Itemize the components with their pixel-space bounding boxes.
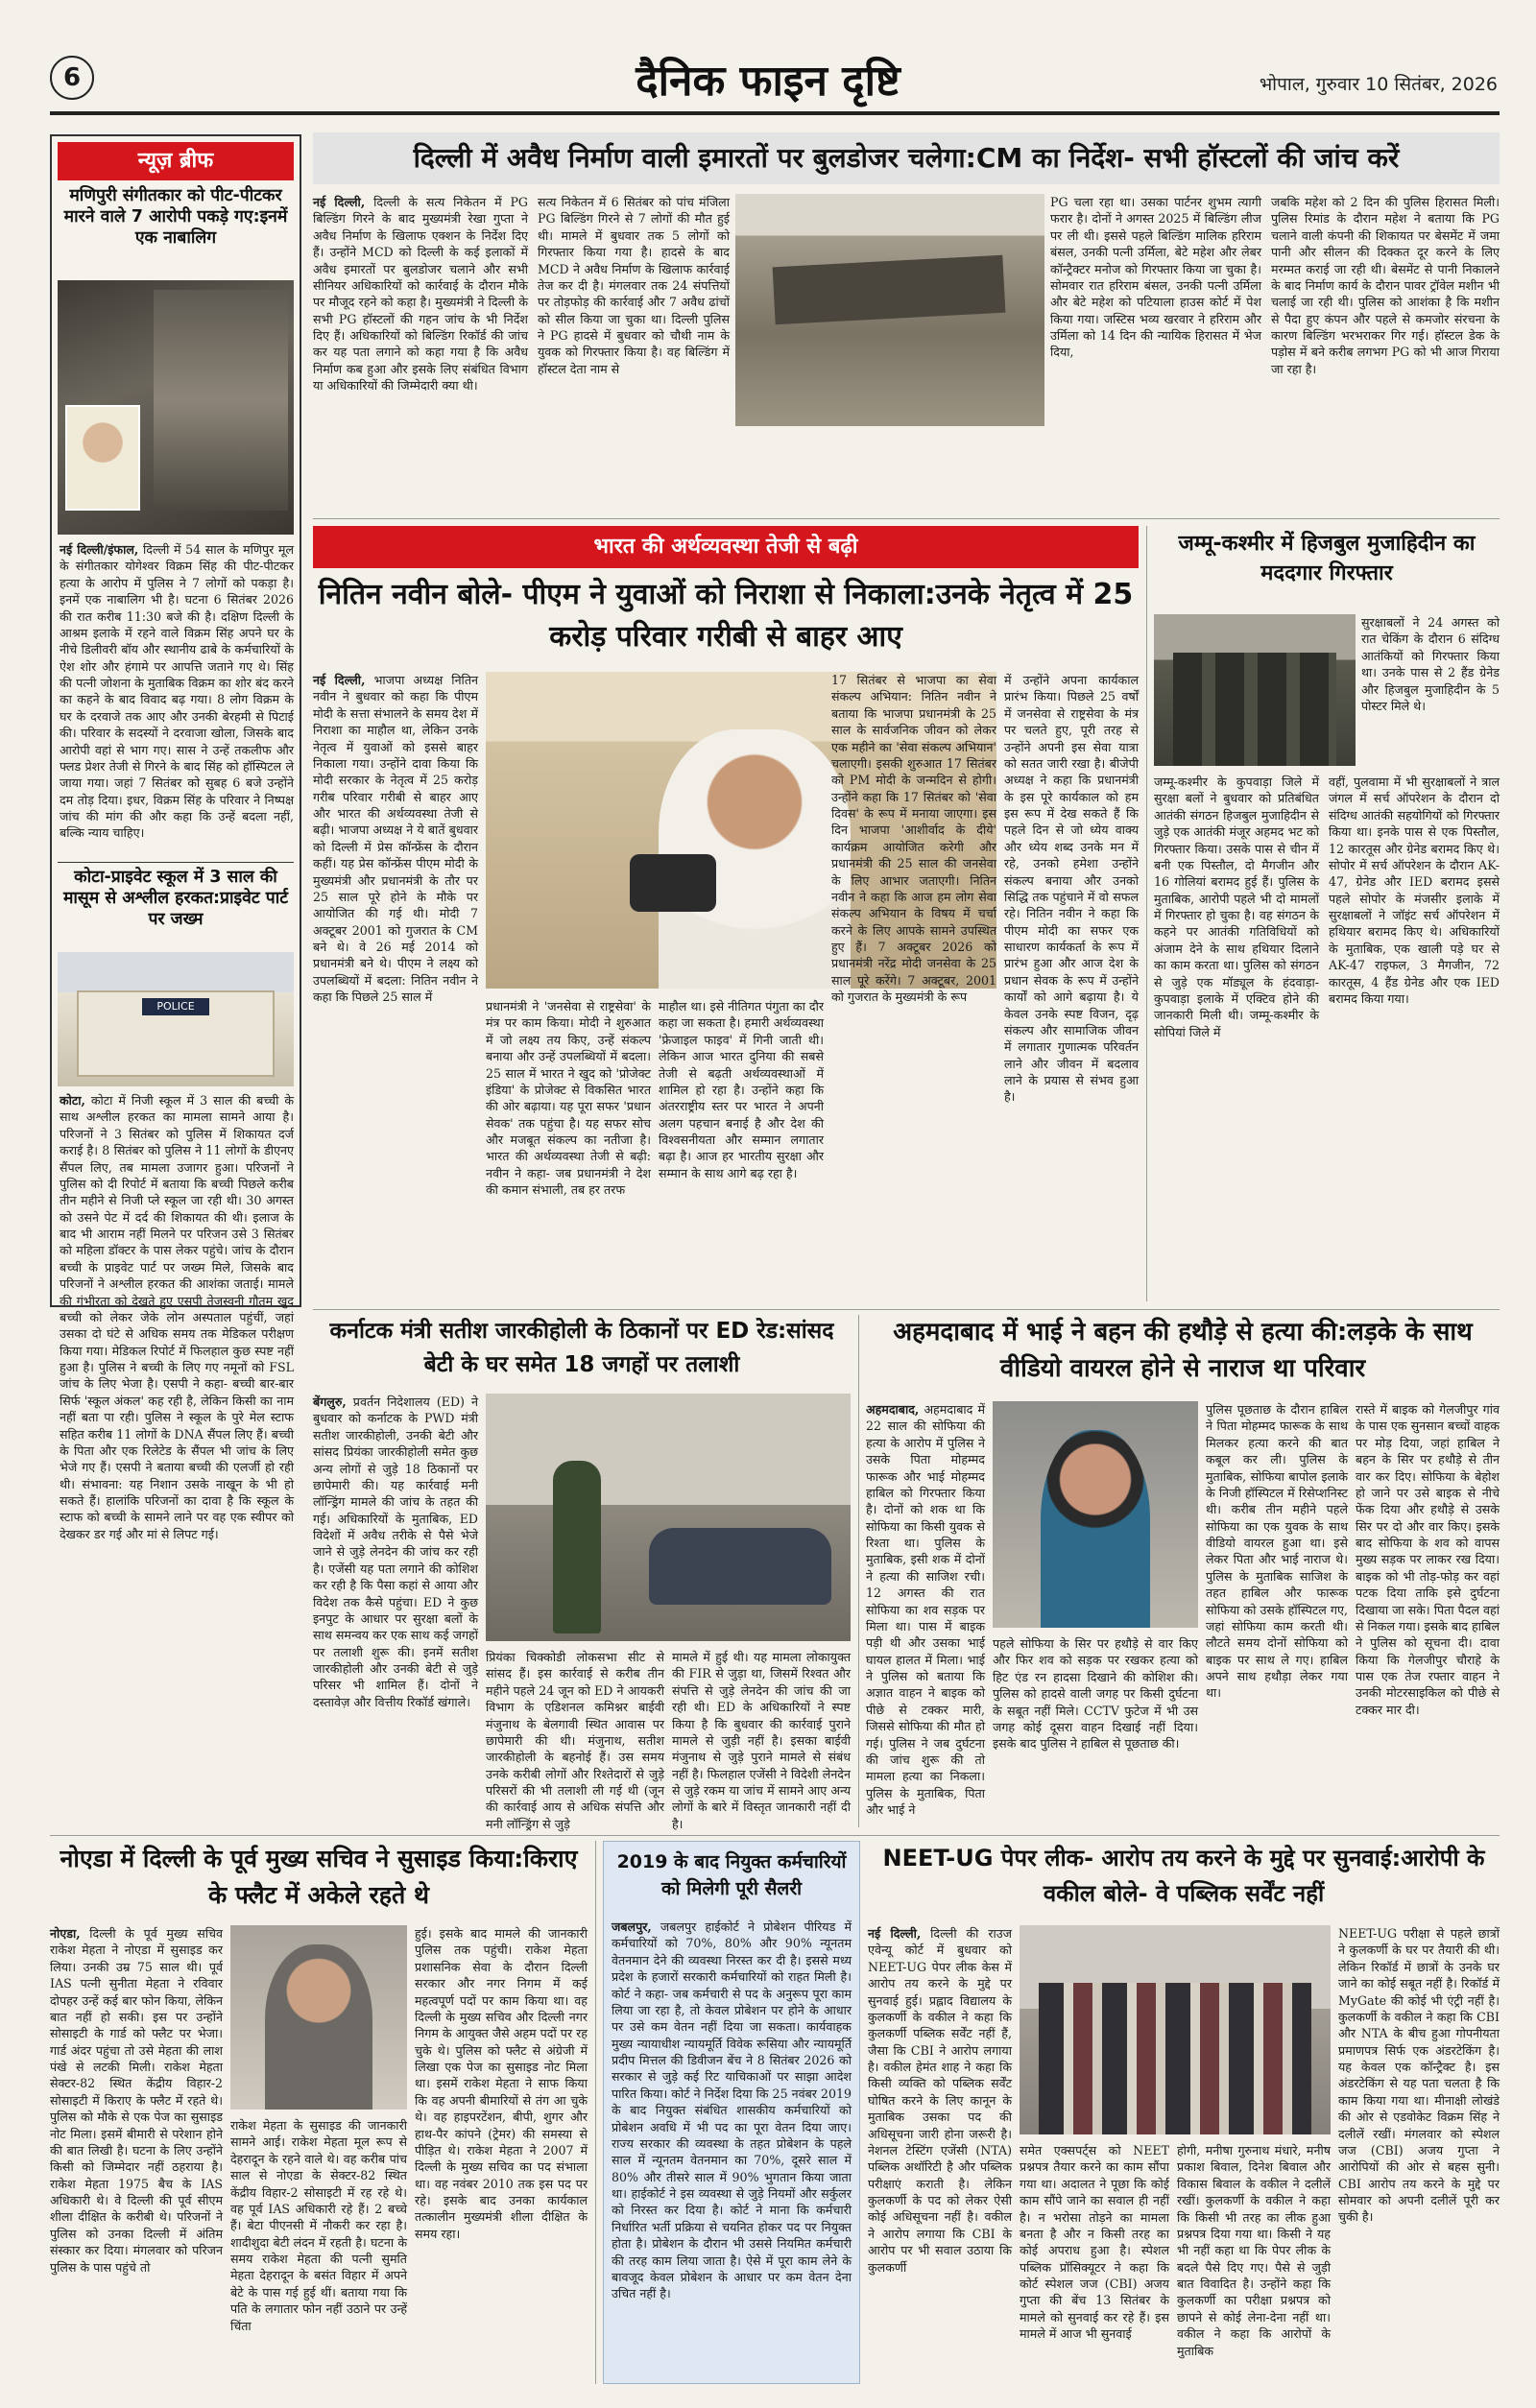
news-brief-label: न्यूज़ ब्रीफ — [58, 142, 294, 180]
news-brief-sidebar — [50, 134, 301, 1541]
victim-portrait — [1041, 1430, 1150, 1628]
economy-col4: 17 सितंबर से भाजपा का सेवा संकल्प अभियान: नितिन नवीन ने बताया कि भाजपा प्रधानमंत्री के 25 साल के सार्वजनिक जीवन को लेकर एक महीने का 'सेवा संकल्प अभियान' चलाएगी। इसकी शुरुआत 17 सितंबर को PM मोदी के जन्मदिन से होगी। उन्होंने कहा कि 17 सितंबर को 'सेवा दिवस' के रूप में मनाया जाएगा। इस दिन भाजपा 'आशीर्वाद के दीये' कार्यक्रम आयोजित करेगी और प्रधानमंत्री की 25 साल की जनसेवा के लिए आभार जताएगी। नितिन नवीन ने कहा कि आज हम लोग सेवा संकल्प अभियान के विषय में चर्चा करने के लिए आपके सामने उपस्थित हुए हैं। 7 अक्टूबर 2026 को प्रधानमंत्री नरेंद्र मोदी जनसेवा के 25 साल पूरे करेंगे। 7 अक्टूबर, 2001 को गुजरात के मुख्यमंत्री के रूप — [831, 673, 996, 1005]
noida-headline: नोएडा में दिल्ली के पूर्व मुख्य सचिव ने सुसाइड किया:किराए के फ्लैट में अकेले रहते थे — [60, 1845, 578, 1909]
noida-col3: हुई। इसके बाद मामले की जानकारी पुलिस तक पहुंची। राकेश मेहता प्रशासनिक सेवा के दौरान दिल्ली सरकार और नगर निगम में कई महत्वपूर्ण पदों पर काम किया था। वह दिल्ली के मुख्य सचिव और दिल्ली नगर निगम के आयुक्त जैसे अहम पदों पर रह चुके थे। पुलिस को फ्लैट से अंग्रेजी में लिखा एक पेज का सुसाइड नोट मिला था। इसमें राकेश मेहता ने साफ किया कि वह अपनी बीमारियों से तंग आ चुके थे। वह हाइपरटेंशन, बीपी, शुगर और हाथ-पैर कांपने (ट्रेमर) की समस्या से पीड़ित थे। राकेश मेहता ने 2007 में दिल्ली के मुख्य सचिव का पद संभाला था। वह नवंबर 2010 तक इस पद पर रहे। इसके बाद उनका कार्यकाल तत्कालीन मुख्यमंत्री शीला दीक्षित के समय रहा। — [415, 1926, 588, 2241]
noida-col2: राकेश मेहता के सुसाइड की जानकारी सामने आई। राकेश मेहता मूल रूप से देहरादून के रहने वाले थे। वह करीब पांच साल से नोएडा के सेक्टर-82 स्थित केंद्रीय विहार-2 सोसाइटी में रह रहे थे। वह पूर्व IAS अधिकारी रहे हैं। 2 बच्चे हैं। बेटा पीएनसी में नौकरी कर रहा है। शादीशुदा बेटी लंदन में रहती है। घटना के समय राकेश मेहता की पत्नी सुमति मेहता देहरादून के बसंत विहार में अपने बेटे के पास गई हुई थीं। बताया गया कि पति के लगातार फोन नहीं उठाने पर उन्हें चिंता — [230, 2118, 407, 2333]
jk-col-right: सुरक्षाबलों ने 24 अगस्त को रात चेकिंग के दौरान 6 संदिग्ध आतंकियों को गिरफ्तार किया था। उनके पास से 2 हैंड ग्रेनेड और हिजबुल मुजाहिदीन के 5 पोस्टर मिले थे। — [1361, 615, 1500, 713]
economy-right-rule — [1146, 526, 1147, 1301]
lead-bottom-rule — [313, 518, 1500, 519]
brief1-photo — [58, 280, 294, 535]
police-sign: POLICE — [142, 998, 209, 1015]
ahmedabad-headline: अहमदाबाद में भाई ने बहन की हथौड़े से हत्या की:लड़के के साथ वीडियो वायरल होने से नाराज था परिवार — [893, 1318, 1473, 1383]
soldier-silhouettes — [1173, 653, 1336, 766]
page-number: 6 — [50, 56, 94, 100]
lower-rule — [50, 1835, 1500, 1836]
lead-photo-collapsed-building — [735, 194, 1044, 426]
masthead — [0, 0, 1536, 123]
economy-col5: में उन्होंने अपना कार्यकाल प्रारंभ किया। पिछले 25 वर्षों में जनसेवा से राष्ट्रसेवा के मंत्र पर चलते हुए, पूरी तरह से उन्होंने अपनी इस सेवा यात्रा को सतत जारी रखा है। बीजेपी अध्यक्ष ने कहा कि प्रधानमंत्री के इस पूरे कार्यकाल को हम इस रूप में देख सकते हैं कि पहले दिन से जो ध्येय वाक्य और ध्येय शब्द उनके मन में रहे, उनको हमेशा उन्होंने संकल्प बनाया और उनको सिद्धि तक पहुंचाने में वो सफल रहे। नितिन नवीन ने कहा कि पीएम मोदी का सफर एक साधारण कार्यकर्ता के रूप में प्रारंभ हुआ और आज देश के प्रधान सेवक के रूप में उन्होंने कार्यों को आगे बढ़ाया है। ये केवल उनके स्पष्ट विजन, दृढ़ संकल्प और सामाजिक जीवन में लगातार गुणात्मक परिवर्तन लाने और जीवन में बदलाव लाने के प्रयास से संभव हुआ है। — [1004, 673, 1139, 1105]
crowd-figures — [1039, 1983, 1311, 2134]
lead-col3: PG चला रहा था। उसका पार्टनर शुभम त्यागी फरार है। दोनों ने अगस्त 2025 में बिल्डिंग लीज पर ली थी। इससे पहले बिल्डिंग मालिक हरिराम बंसल, उनकी पत्नी उर्मिला, बेटे महेश और लेबर कॉन्ट्रैक्टर मनोज को गिरफ्तार किया जा चुका है। सोमवार रात हरिराम बंसल, उनकी पत्नी उर्मिला और बेटे महेश को पटियाला हाउस कोर्ट में पेश किया गया। जस्टिस भव्य खरवार ने हरिराम और उर्मिला को 14 दिन की न्यायिक हिरासत में भेज दिया, — [1050, 195, 1261, 360]
jk-col1: जम्मू-कश्मीर के कुपवाड़ा जिले में सुरक्षा बलों ने बुधवार को प्रतिबंधित आतंकी संगठन हिजबुल मुजाहिदीन से जुड़े एक आतंकी मंजूर अहमद भट को गिरफ्तार किया। उसके पास से चीन में बनी एक पिस्तौल, दो मैगजीन और 16 गोलियां बरामद हुई हैं। पुलिस के मुताबिक, आरोपी पहले भी दो मामलों में गिरफ्तार हो चुका है। वह संगठन के कहने पर आतंकी गतिविधियों को अंजाम देने के साथ हथियार दिलाने का काम करता था। पुलिस को संगठन से जुड़े एक मॉड्यूल के हंदवाड़ा-कुपवाड़ा इलाके में एक्टिव होने की जानकारी मिली थी। जम्मू-कश्मीर के सोपियां जिले में — [1154, 775, 1319, 1039]
lead-col1: नई दिल्ली, दिल्ली के सत्य निकेतन में PG बिल्डिंग गिरने के बाद मुख्यमंत्री रेखा गुप्ता ने अवैध निर्माण के खिलाफ एक्शन के निर्देश दिए हैं। उन्होंने MCD को दिल्ली के कई इलाकों में अवैध इमारतों पर बुलडोजर चलाने और सभी सीनियर अधिकारियों को कार्रवाई के दौरान मौके पर मौजूद रहने को कहा है। मुख्यमंत्री ने दिल्ली के सभी PG हॉस्टलों की गहन जांच के भी निर्देश दिए हैं। अधिकारियों को बिल्डिंग रिकॉर्ड की जांच कर यह पता लगाने को कहा गया है कि अवैध निर्माण कब हुआ और इसके लिए संबंधित विभाग या अधिकारियों की जिम्मेदारी क्या थी। — [313, 195, 528, 393]
economy-headline: नितिन नवीन बोले- पीएम ने युवाओं को निराशा से निकाला:उनके नेतृत्व में 25 करोड़ परिवार गरीबी से बाहर आए — [318, 578, 1134, 654]
jk-headline: जम्मू-कश्मीर में हिजबुल मुजाहिदीन का मददगार गिरफ्तार — [1178, 532, 1476, 585]
brief1-headline: मणिपुरी संगीतकार को पीट-पीटकर मारने वाले 7 आरोपी पकड़े गए:इनमें एक नाबालिग — [63, 186, 288, 248]
economy-col2: प्रधानमंत्री ने 'जनसेवा से राष्ट्रसेवा' के मंत्र पर काम किया। मोदी ने शुरुआत में जो लक्ष्य तय किए, उन्हें संकल्प बनाया और उन्हें उपलब्धियों में बदला। 25 साल में भारत ने खुद को 'प्रोजेक्ट इंडिया' के प्रोजेक्ट से विकसित भारत की ओर बढ़ाया। यह पूरा सफर 'प्रधान सेवक' तक पहुंचा है। यह सफर सोच और मजबूत संकल्प का नतीजा है। भारत की अर्थव्यवस्था तेजी से बढ़ी: नवीन ने कहा- जब प्रधानमंत्री ने देश की कमान संभाली, तब हर तरफ — [486, 999, 651, 1198]
lead-headline: दिल्ली में अवैध निर्माण वाली इमारतों पर बुलडोजर चलेगा:CM का निर्देश- सभी हॉस्टलों की जांच करें — [313, 132, 1500, 184]
noida-photo-portrait — [230, 1925, 407, 2110]
lead-col2: सत्य निकेतन में 6 सितंबर को पांच मंजिला PG बिल्डिंग गिरने से 7 लोगों की मौत हुई थी। मामले में बुधवार तक 5 लोगों को गिरफ्तार किया गया है। हादसे के बाद MCD ने अवैध निर्माण के खिलाफ कार्रवाई तेज कर दी है। मंगलवार तक 24 संपत्तियों पर तोड़फोड़ की कार्रवाई और 7 अवैध ढांचों को सील किया जा चुका था। दिल्ली पुलिस ने PG हादसे में बुधवार को चौथी नाम के युवक को गिरफ्तार किया है। वह बिल्डिंग में हॉस्टल देता नाम से — [538, 195, 730, 376]
dateline: भोपाल, गुरुवार 10 सितंबर, 2026 — [1259, 74, 1498, 95]
noida-right-rule — [595, 1841, 596, 2384]
neet-col4: NEET-UG परीक्षा से पहले छात्रों ने कुलकर्णी के घर पर तैयारी की थी। लेकिन रिकॉर्ड में छात्रों के उनके घर जाने का कोई सबूत नहीं है। रिकॉर्ड में MyGate की कोई भी एंट्री नहीं है। कुलकर्णी के वकील ने कहा कि CBI और NTA के बीच हुआ गोपनीयता प्रमाणपत्र सिर्फ एक अंडरटेकिंग है। यह केवल एक कॉन्ट्रैक्ट है। इस अंडरटेकिंग से यह पता चलता है कि काम किया गया था। मीनाक्षी लोखंडे की ओर से एडवोकेट विक्रम सिंह ने दलीलें रखीं। मंगलवार को स्पेशल जज (CBI) अजय गुप्ता ने आरोपियों की ओर से बहस सुनी। CBI आरोप तय करने के मुद्दे पर सोमवार को अपनी दलीलें पूरी कर चुकी है। — [1338, 1926, 1500, 2225]
employees-headline: 2019 के बाद नियुक्त कर्मचारियों को मिलेगी पूरी सैलरी — [616, 1851, 847, 1899]
brief-divider — [58, 862, 294, 863]
karnataka-col2: प्रियंका चिक्कोडी लोकसभा सीट से सांसद हैं। इस कार्रवाई से करीब तीन महीने पहले 24 जून को ED ने आयकरी विभाग के एडिशनल कमिश्नर बाईवी मंजुनाथ के बेलगावी स्थित आवास पर छापेमारी की थी। मंजुनाथ, सतीश जारकीहोली के बहनोई हैं। उस समय उनके करीबी लोगों और रिश्तेदारों से जुड़े परिसरों की भी तलाशी ली गई थी (जून की कार्रवाई आय से अधिक संपत्ति और मनी लॉन्ड्रिंग से जुड़े — [486, 1650, 664, 1831]
brief1-body: नई दिल्ली/इंफाल, दिल्ली में 54 साल के मणिपुर मूल के संगीतकार योगेश्वर विक्रम सिंह की पीट-पीटकर हत्या के आरोप में पुलिस ने 7 लोगों को पकड़ा है। इनमें एक नाबालिग भी है। घटना 6 सितंबर 2026 की रात करीब 11:30 बजे की है। दक्षिण दिल्ली के आश्रम इलाके में रहने वाले विक्रम सिंह अपने घर के नीचे डिलीवरी बॉय और स्थानीय ढाबे के कर्मचारियों के ऐश शोर और हंगामे पर आपत्ति जताने गए थे। सिंह की पत्नी जोशना के मुताबिक विक्रम का शोर बंद करने का कहने के बाद विवाद बढ़ गया। 8 लोग विक्रम के घर के दरवाजे तक आए और उनकी बेरहमी से पिटाई की। परिवार के सदस्यों ने दरवाजा खोला, जिसके बाद आरोपी वहां से भाग गए। सास ने उन्हें तकलीफ और फ्लड प्रेशर तेजी से गिरने के बाद सिंह को हॉस्पिटल ले जाया गया। जहां 7 सितंबर को सुबह 6 बजे उन्होंने दम तोड़ दिया। इधर, विक्रम सिंह के परिवार ने निष्पक्ष जांच की मांग की और कहा कि उन्हें बदला नहीं, बल्कि न्याय चाहिए। — [60, 542, 294, 841]
ahmedabad-col2: पहले सोफिया के सिर पर हथौड़े से वार किए और फिर शव को सड़क पर रखकर हत्या को हिट एंड रन हादसा दिखाने की कोशिश की। पुलिस को हादसे वाली जगह पर किसी दुर्घटना के सबूत नहीं मिले। CCTV फुटेज में भी उस जगह कोई दूसरा वाहन दिखाई नहीं दिया। इसके बाद पुलिस ने हाबिल से पूछताछ की। — [993, 1636, 1198, 1752]
economy-kicker: भारत की अर्थव्यवस्था तेजी से बढ़ी — [313, 526, 1139, 568]
neet-photo-court — [1020, 1925, 1331, 2134]
economy-col1: नई दिल्ली, भाजपा अध्यक्ष नितिन नवीन ने बुधवार को कहा कि पीएम मोदी के सत्ता संभालने के समय देश में निराशा का माहौल था, लेकिन उनके नेतृत्व में युवाओं को इससे बाहर निकाला गया। उन्होंने दावा किया कि मोदी सरकार के नेतृत्व में 25 करोड़ गरीब परिवार गरीबी से बाहर आए और भारत की अर्थव्यवस्था तेजी से बढ़ी। भाजपा अध्यक्ष ने ये बातें बुधवार को दिल्ली में प्रेस कॉन्फ्रेंस के दौरान कहीं। यह प्रेस कॉन्फ्रेंस पीएम मोदी के मुख्यमंत्री और प्रधानमंत्री के तौर पर 25 साल पूरे होने के मौके पर आयोजित की गई थी। मोदी 7 अक्टूबर 2001 को गुजरात के CM बने थे। वे 26 मई 2014 को प्रधानमंत्री बने थे। पीएम ने लक्ष्य को उपलब्धियों में बदला: नितिन नवीन ने कहा कि पिछले 25 साल में — [313, 673, 478, 1005]
parked-car — [649, 1528, 831, 1605]
ahmedabad-photo-victim — [993, 1401, 1198, 1628]
karnataka-col3: मामले में हुई थी। यह मामला लोकायुक्त की FIR से जुड़ा था, जिसमें रिश्वत और संपत्ति से जुड़े लेनदेन की जांच की जा रही थी। ED के अधिकारियों ने स्पष्ट किया है कि बुधवार की कार्रवाई पुराने मामले से जुड़ी नहीं है। इसका बाईवी मंजुनाथ से जुड़े पुराने मामले से संबंध नहीं है। फिलहाल एजेंसी ने विदेशी लेनदेन से जुड़े रकम या जांच में सामने आए अन्य लोगों के बारे में विस्तृत जानकारी नहीं दी है। — [672, 1650, 851, 1831]
noida-col1: नोएडा, दिल्ली के पूर्व मुख्य सचिव राकेश मेहता ने नोएडा में सुसाइड कर लिया। उनकी उम्र 75 साल थी। पूर्व IAS पत्नी सुनीता मेहता ने रविवार दोपहर उन्हें कई बार फोन किया, लेकिन बात नहीं हो सकी। इस पर उन्होंने सोसाइटी के गार्ड को फ्लैट पर भेजा। गार्ड अंदर पहुंचा तो उसे मेहता की लाश पंखे से लटकी मिली। राकेश मेहता सेक्टर-82 स्थित केंद्रीय विहार-2 सोसाइटी में किराए के फ्लैट में रहते थे। पुलिस को मौके से एक पेज का सुसाइड नोट मिला। इसमें बीमारी से परेशान होने की बात लिखी है। घटना के लिए उन्होंने किसी को जिम्मेदार नहीं ठहराया है। राकेश मेहता 1975 बैच के IAS अधिकारी थे। वे दिल्ली की पूर्व सीएम शीला दीक्षित के करीबी थे। परिजनों ने पुलिस को उनका दिल्ली में अंतिम संस्कार कर दिया। मंगलवार को परिजन पुलिस के पास पहुंचे तो — [50, 1926, 223, 2275]
brief2-photo — [58, 952, 294, 1086]
ahmedabad-col4: रास्ते में बाइक को गेलजीपुर गांव के पास एक सुनसान बच्चों वाहक पर मोड़ दिया, जहां हाबिल ने बहन के सिर पर हथौड़े से तीन वार कर दिए। सोफिया के बेहोश हो जाने पर उसे बाइक से नीचे फेंक दिया और हथौड़े से उसके सिर पर दो और वार किए। इसके बाद सोफिया के शव को वापस मुख्य सड़क पर लाकर रख दिया। बाइक को भी तोड़-फोड़ कर वहां पटक दिया ताकि इसे दुर्घटना दिखाया जा सके। पिता पैदल वहां से निकल गया। इसके बाद हाबिल ने पुलिस को सूचना दी। दावा किया कि गेलजीपुर चौराहे के पास एक तेज रफ्तार वाहन ने उनकी मोटरसाइकिल को पीछे से टक्कर मार दी। — [1356, 1402, 1500, 1717]
jk-photo-soldiers — [1154, 614, 1356, 766]
lead-col4: जबकि महेश को 2 दिन की पुलिस हिरासत मिली। पुलिस रिमांड के दौरान महेश ने बताया कि PG चलाने वाली कंपनी की शिकायत पर बेसमेंट में जमा पानी और सीलन की दिक्कत दूर करने के लिए मरम्मत कराई जा रही थी। बेसमेंट से पानी निकालने के बाद निर्माण कार्य के दौरान पावर ट्रॉवेल मशीन भी चलाई जा रही थी। पुलिस को आशंका है कि मशीन से पैदा हुए कंपन और पहले से कमजोर संरचना के कारण बिल्डिंग भरभराकर गिर गई। हॉस्टल डेक के पड़ोस में बने करीब लगभग PG को भी आज गिराया जा रहा है। — [1271, 195, 1500, 376]
employees-box — [603, 1841, 860, 2384]
brief1-cctv-frame — [154, 290, 288, 511]
official-portrait — [265, 1944, 372, 2110]
neet-headline: NEET-UG पेपर लीक- आरोप तय करने के मुद्दे पर सुनवाई:आरोपी के वकील बोले- वे पब्लिक सर्वेंट नहीं — [882, 1845, 1485, 1908]
employees-body: जबलपुर, जबलपुर हाईकोर्ट ने प्रोबेशन पीरियड में कर्मचारियों को 70%, 80% और 90% न्यूनतम वेतनमान देने की व्यवस्था निरस्त कर दी है। इससे मध्य प्रदेश के हजारों सरकारी कर्मचारियों को राहत मिली है। कोर्ट ने कहा- जब कर्मचारी से पद के अनुरूप पूरा काम लिया जा रहा है, तो केवल प्रोबेशन पर होने के आधार पर उसे कम वेतन नहीं दिया जा सकता। कार्यवाहक मुख्य न्यायाधीश न्यायमूर्ति विवेक रूसिया और न्यायमूर्ति प्रदीप मित्तल की डिवीजन बेंच ने 8 सितंबर 2026 को सरकार से जुड़े कई रिट याचिकाओं पर साझा आदेश पारित किया। कोर्ट ने निर्देश दिया कि 25 नवंबर 2019 के बाद नियुक्त संबंधित शासकीय कर्मचारियों को प्रोबेशन अवधि में भी पद का पूरा वेतन दिया जाए। राज्य सरकार की व्यवस्था के तहत प्रोबेशन के पहले साल में न्यूनतम वेतनमान का 70%, दूसरे साल में 80% और तीसरे साल में 90% भुगतान किया जाता था। हाईकोर्ट ने इस व्यवस्था से जुड़े नियमों और सर्कुलर को निरस्त कर दिया है। कोर्ट ने माना कि कर्मचारी निर्धारित भर्ती प्रक्रिया से चयनित होकर पद पर नियुक्त होता है। प्रोबेशन के दौरान भी उससे नियमित कर्मचारी की तरह काम लिया जाता है। ऐसे में पूरा काम लेने के बावजूद केवल प्रोबेशन के आधार पर कम वेतन देना उचित नहीं है। — [612, 1919, 852, 2301]
brief1-inset-portrait — [65, 405, 140, 511]
masthead-rule — [50, 111, 1500, 115]
neet-col2: समेत एक्सपर्ट्स को NEET प्रश्नपत्र तैयार करने का काम सौंपा गया था। अदालत ने पूछा कि कोई काम सौंपे जाने का सवाल ही नहीं है। न भरोसा तोड़ने का मामला बनता है और न किसी तरह का कोई अपराध हुआ है। स्पेशल पब्लिक प्रॉसिक्यूटर ने कहा कि कोर्ट स्पेशल जज (CBI) अजय गुप्ता की बेंच 13 सितंबर के मामले को सुनवाई कर रहे हैं। इस मामले में आज भी सुनवाई — [1020, 2143, 1169, 2342]
jk-col2: वहीं, पुलवामा में भी सुरक्षाबलों ने त्राल जंगल में सर्च ऑपरेशन के दौरान दो संदिग्ध आतंकी सहयोगियों को गिरफ्तार किया था। इनके पास से एक पिस्तौल, 12 कारतूस और ग्रेनेड बरामद किए थे। सोपोर में सर्च ऑपरेशन के दौरान AK-47, ग्रेनेड और IED बरामद इससे पहले सोपोर के मंजसीर इलाके में सुरक्षाबलों ने जॉइंट सर्च ऑपरेशन में हथियार बरामद किए थे। अधिकारियों के मुताबिक, एक खाली पड़े घर से AK-47 राइफल, 3 मैगजीन, 72 कारतूस, 4 हैंड ग्रेनेड और एक IED बरामद किया गया। — [1329, 775, 1500, 1006]
brief2-headline: कोटा-प्राइवेट स्कूल में 3 साल की मासूम से अश्लील हरकत:प्राइवेट पार्ट पर जख्म — [62, 868, 289, 929]
karnataka-right-rule — [858, 1315, 859, 1827]
karnataka-photo-raid — [486, 1394, 851, 1641]
neet-col1: नई दिल्ली, दिल्ली की राउज एवेन्यू कोर्ट में बुधवार को NEET-UG पेपर लीक केस में आरोप तय करने के मुद्दे पर सुनवाई हुई। प्रह्लाद विद्यालय के कुलकर्णी के वकील ने कहा कि कुलकर्णी पब्लिक सर्वेंट नहीं हैं, जैसा कि CBI ने आरोप लगाया है। वकील हेमंत शाह ने कहा कि किसी व्यक्ति को पब्लिक सर्वेंट घोषित करने के लिए कानून के मुताबिक उसका पद की अधिसूचना जारी होना जरूरी है। नेशनल टेस्टिंग एजेंसी (NTA) पब्लिक अथॉरिटी है और पब्लिक परीक्षाएं कराती है। लेकिन कुलकर्णी के पद को लेकर ऐसी कोई अधिसूचना नहीं है। वकील ने आरोप लगाया कि CBI के आरोप पर भी सवाल उठाया कि कुलकर्णी — [868, 1926, 1012, 2275]
paper-name: दैनिक फाइन दृष्टि — [636, 57, 900, 106]
economy-col3: माहौल था। इसे नीतिगत पंगुता का दौर कहा जा सकता है। हमारी अर्थव्यवस्था 'फ्रेजाइल फाइव' में गिनी जाती थी। लेकिन आज भारत दुनिया की सबसे तेजी से बढ़ती अर्थव्यवस्थाओं में शामिल हो रहा है। उन्होंने कहा कि अंतरराष्ट्रीय स्तर पर भारत ने अपनी अलग पहचान बनाई है और देश की विश्वसनीयता और सम्मान लगातार बढ़ा है। आज हर भारतीय सुरक्षा और सम्मान के साथ आगे बढ़ रहा है। — [659, 999, 824, 1180]
neet-col3: होगी, मनीषा गुरुनाथ मंधारे, मनीष प्रकाश बिवाल, दिनेश बिवाल और विकास बिवाल के वकील ने दलीलें रखीं। कुलकर्णी के वकील ने कहा कि किसी भी तरह का लीक हुआ प्रश्नपत्र दिया गया था। किसी ने यह भी नहीं कहा था कि पेपर लीक के बदले पैसे दिए गए। पैसे से जुड़ी बात विवादित है। उन्होंने कहा कि कुलकर्णी का परीक्षा प्रश्नपत्र को छापने से कोई लेना-देना नहीं था। वकील ने कहा कि आरोपों के मुताबिक — [1177, 2143, 1331, 2358]
microphones — [630, 854, 716, 912]
rubble-crack — [773, 255, 1006, 324]
middle-rule — [313, 1309, 1500, 1310]
karnataka-col1: बेंगलुरु, प्रवर्तन निदेशालय (ED) ने बुधवार को कर्नाटक के PWD मंत्री सतीश जारकीहोली, उनकी बेटी और सांसद प्रियंका जारकीहोली समेत कुछ अन्य लोगों से जुड़े 18 ठिकानों पर छापेमारी की। यह कार्रवाई मनी लॉन्ड्रिंग मामले की जांच के तहत की गई। अधिकारियों के मुताबिक, ED विदेशों में अवैध तरीके से पैसे भेजे जाने से जुड़े लेनदेन की जांच कर रही है। एजेंसी यह पता लगाने की कोशिश कर रही है कि पैसा कहां से आया और विदेश तक कैसे पहुंचा। ED ने कुछ इनपुट के आधार पर सुरक्षा बलों के साथ समन्वय कर एक साथ कई जगहों पर तलाशी शुरू की। इनमें सतीश जारकीहोली और उनकी बेटी से जुड़े परिसर भी शामिल हैं। दोनों ने दस्तावेज़ और वित्तीय रिकॉर्ड खंगाले। — [313, 1395, 478, 1709]
guard-figure — [553, 1461, 601, 1633]
ahmedabad-col3: पुलिस पूछताछ के दौरान हाबिल ने पिता मोहम्मद फारूक के साथ मिलकर हत्या करने की बात कबूल कर ली। पुलिस के मुताबिक, सोफिया बापोल इलाके के निजी हॉस्पिटल में रिसेप्शनिस्ट थी। करीब तीन महीने पहले सोफिया का एक युवक के साथ वीडियो वायरल हुआ था। इसे लेकर पिता और भाई नाराज थे। पुलिस के मुताबिक साजिश के तहत हाबिल और फारूक सोफिया को उसके हॉस्पिटल गए, जहां सोफिया काम करती थी। लौटते समय दोनों सोफिया को बाइक पर साथ ले गए। हाबिल अपने साथ हथौड़ा लेकर गया था। — [1206, 1402, 1348, 1701]
karnataka-headline: कर्नाटक मंत्री सतीश जारकीहोली के ठिकानों पर ED रेड:सांसद बेटी के घर समेत 18 जगहों पर तलाशी — [329, 1319, 834, 1377]
ahmedabad-col1: अहमदाबाद, अहमदाबाद में 22 साल की सोफिया की हत्या के आरोप में पुलिस ने उसके पिता मोहम्मद फारूक और भाई मोहम्मद हाबिल को गिरफ्तार किया है। दोनों को शक था कि सोफिया का किसी युवक से रिश्ता था। पुलिस के मुताबिक, इसी शक में दोनों ने हत्या की साजिश रची। 12 अगस्त की रात सोफिया का शव सड़क पर मिला था। पास में बाइक पड़ी थी और उसका भाई घायल हालत में मिला। भाई ने पुलिस को बताया कि अज्ञात वाहन ने बाइक को पीछे से टक्कर मारी, जिससे सोफिया की मौत हो गई। पुलिस ने जब दुर्घटना की जांच शुरू की तो मामला हत्या का निकला। पुलिस के मुताबिक, पिता और भाई ने — [866, 1402, 985, 1817]
brief2-body: कोटा, कोटा में निजी स्कूल में 3 साल की बच्ची के साथ अश्लील हरकत का मामला सामने आया है। परिजनों ने 3 सितंबर को पुलिस में शिकायत दर्ज कराई है। 8 सितंबर को पुलिस ने 11 लोगों के डीएनए सैंपल लिए, तब मामला उजागर हुआ। परिजनों ने पुलिस को दी रिपोर्ट में बताया कि बच्ची पिछले करीब तीन महीने से निजी प्ले स्कूल जा रही थी। 30 अगस्त को उसने पेट में दर्द की शिकायत की थी। इलाज के बाद भी आराम नहीं मिलने पर परिजन उसे 3 सितंबर को महिला डॉक्टर के पास लेकर पहुंचे। जांच के दौरान बच्ची के प्राइवेट पार्ट पर जख्म मिले, जिसके बाद परिजनों ने अश्लील हरकत की आशंका जताई। मामले की गंभीरता को देखते हुए एसपी तेजस्वनी गौतम खुद बच्ची को लेकर जेके लोन अस्पताल पहुंचीं, जहां उसका दो घंटे से अधिक समय तक मेडिकल परीक्षण किया गया। मेडिकल रिपोर्ट में फिलहाल कुछ स्पष्ट नहीं हुआ है। पुलिस ने बच्ची के लिए गए नमूनों को FSL जांच के लिए भेजा है। एसपी ने कहा- बच्ची बार-बार सिर्फ 'स्कूल अंकल' कह रही है, लेकिन किसी का नाम नहीं बता पा रही। पुलिस ने स्कूल के पुरे मेल स्टाफ सहित करीब 11 लोगों के DNA सैंपल लिए हैं। बच्ची के पिता और एक रिलेटेड के सैंपल भी जांच के लिए भेजे गए हैं। एसपी ने बताया बच्ची की एलर्जी हो रही थी। संभावना: यह निशान उसके नाखून के भी हो सकते हैं। हालांकि परिजनों का दावा है कि स्कूल के स्टाफ को बच्ची के सामने लाने पर वह एक स्वीपर को देखकर डर गई और मां से लिपट गई। — [60, 1093, 294, 1541]
